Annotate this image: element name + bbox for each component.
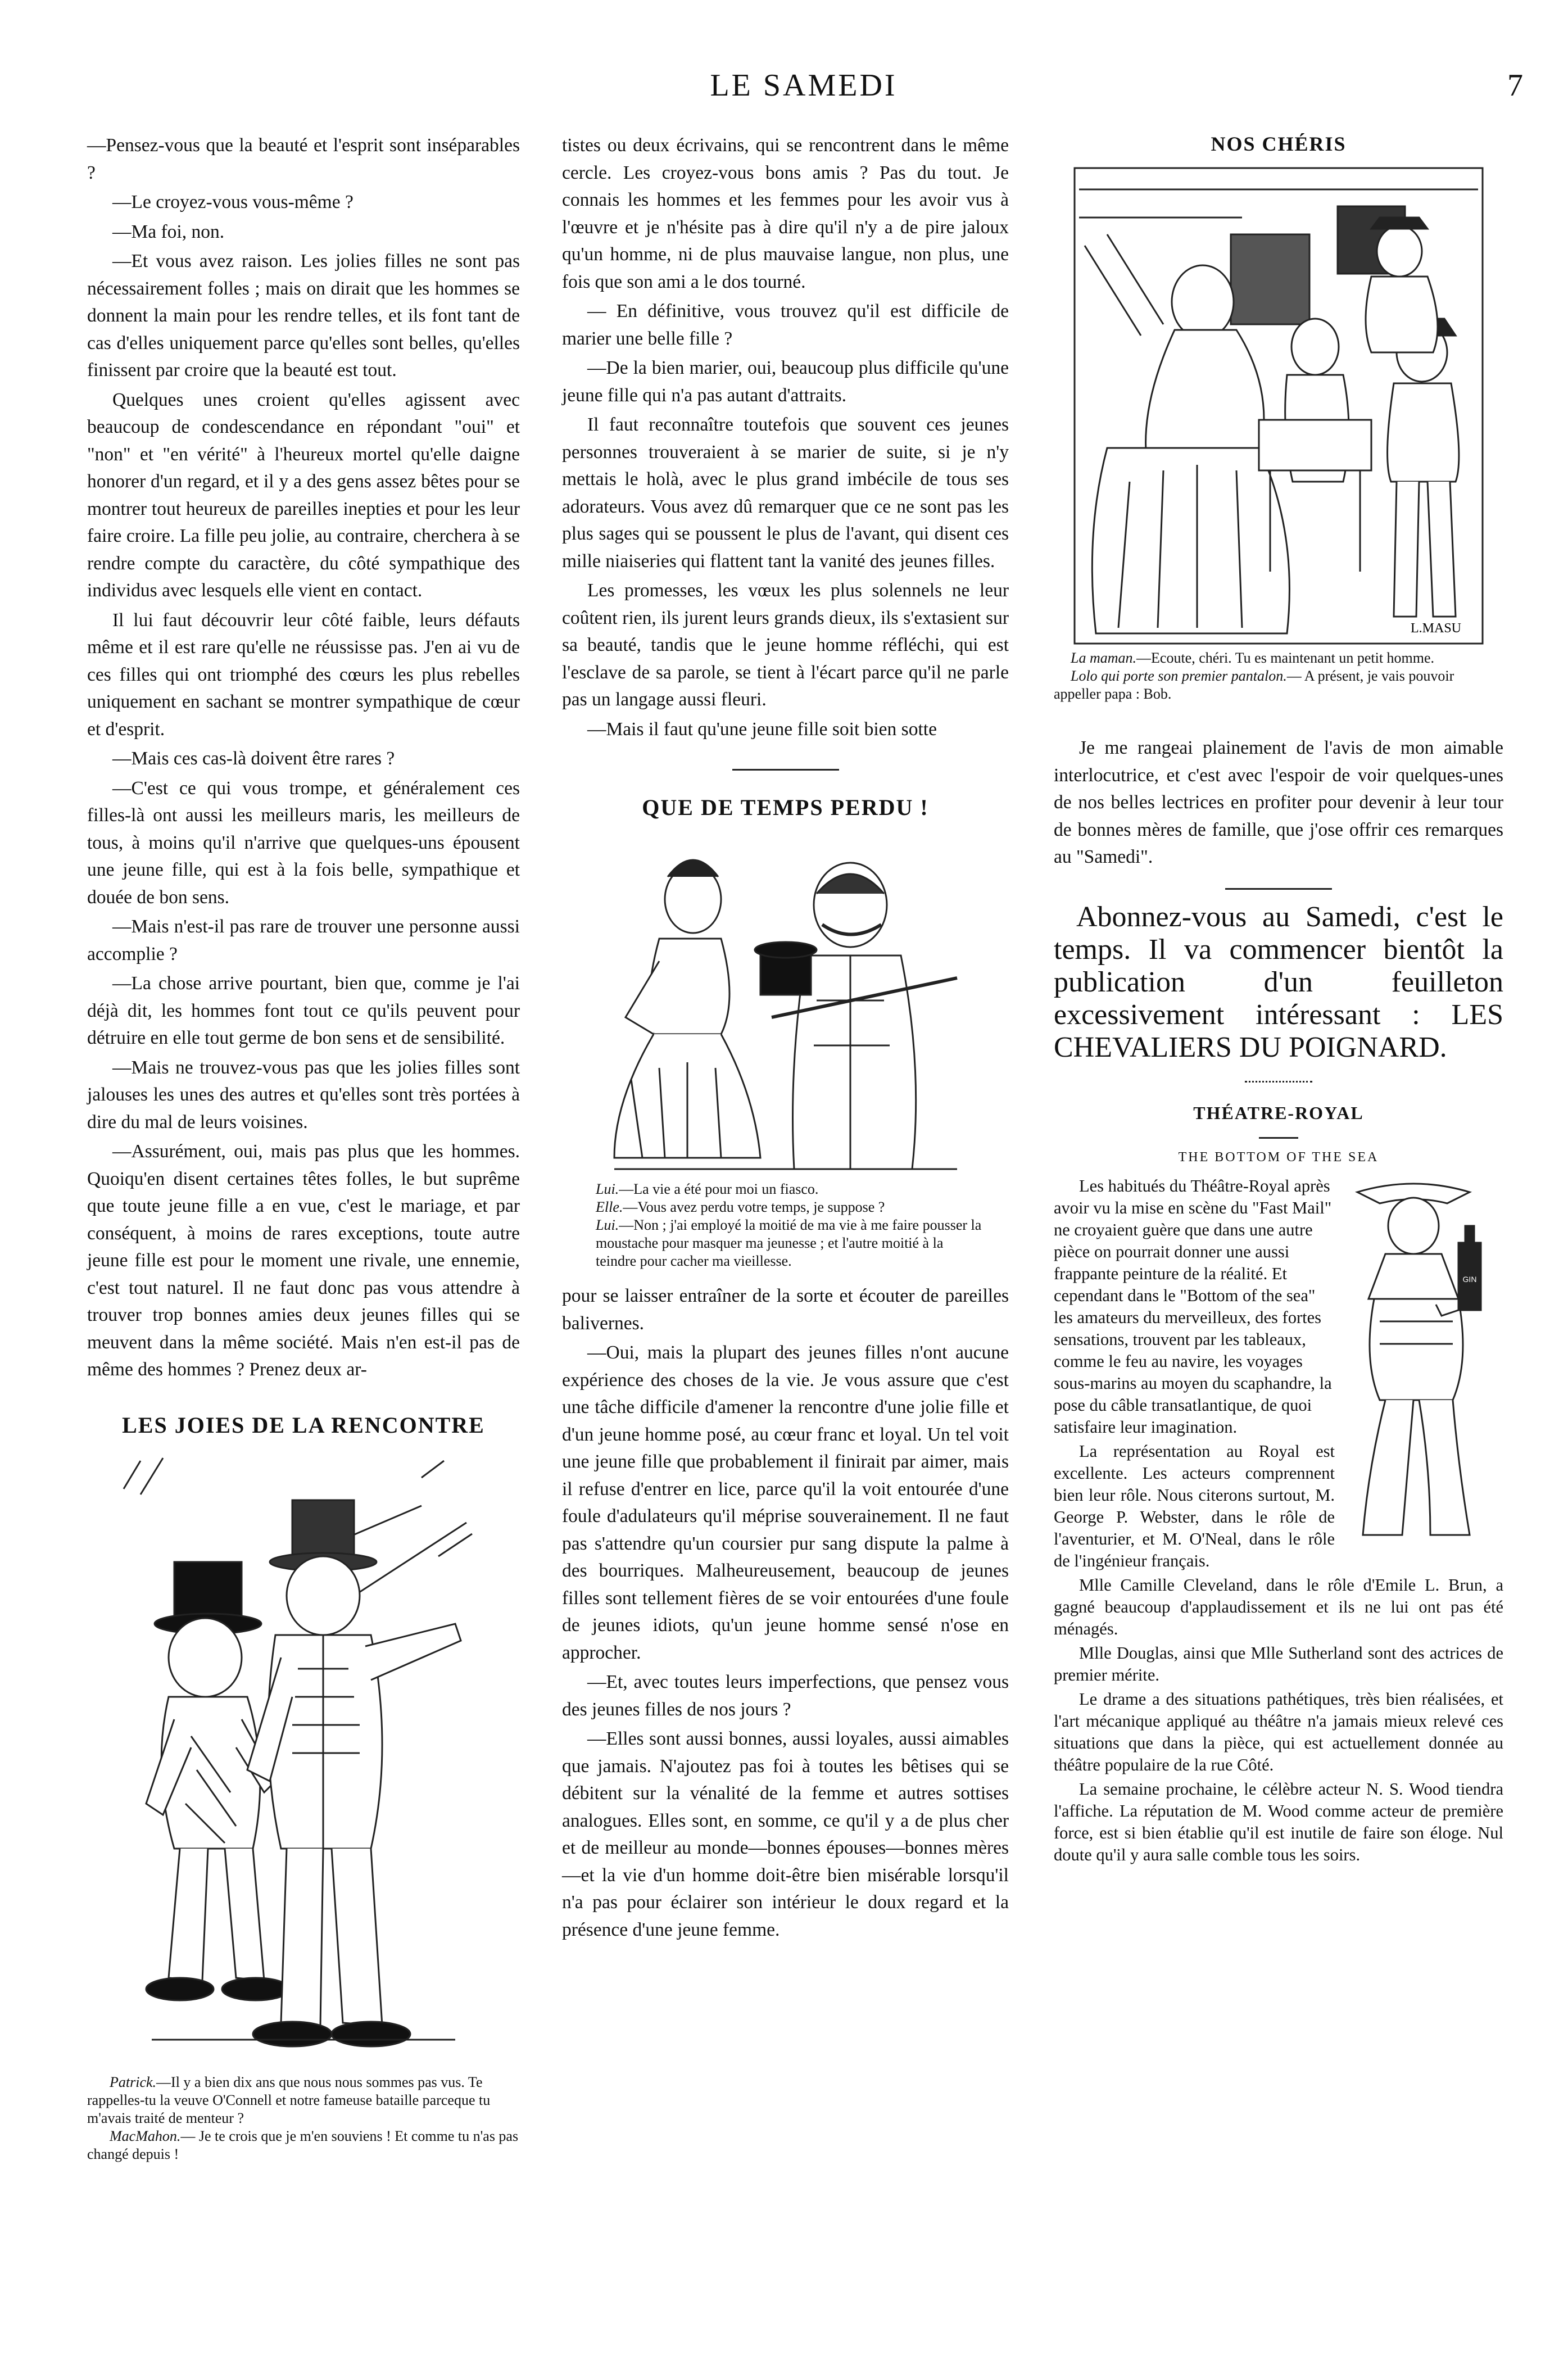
- section-title-rencontre: LES JOIES DE LA RENCONTRE: [122, 1412, 485, 1438]
- article-paragraph: Le drame a des situations pathétiques, très bien réalisées, et l'art mécanique appliqué au théâtre n'a jamais mieux relevé ces situations que dans la pièce, qui est actuellement donnée au théâtre populaire de la rue Côté.: [1054, 1689, 1503, 1774]
- article-paragraph: —Elles sont aussi bonnes, aussi loyales, aussi aimables que jamais. N'ajoutez pas foi à toutes les bêtises qui se débitent sur la vénalité de la femme et autres sottises analogues. Elles sont, en somme, ce qu'il y a de plus cher et de meilleur au monde—bonnes épouses—bonnes mères—et la vie d'un homme doit-être bien misérable lorsqu'il n'a pas pour éclairer son intérieur le doux regard et la présence d'une jeune femme.: [562, 1728, 1009, 1940]
- article-paragraph: —Et vous avez raison. Les jolies filles ne sont pas nécessairement folles ; mais on dirait que les hommes se donnent la main pour les rendre telles, et ils font tant de cas d'elles uniquement parce qu'elles sont belles, qu'elles finissent par croire que la beauté est tout.: [87, 251, 520, 381]
- article-paragraph: pour se laisser entraîner de la sorte et écouter de pareilles balivernes.: [562, 1285, 1009, 1334]
- section-title-theatre: THÉATRE-ROYAL: [1193, 1102, 1364, 1123]
- article-paragraph: —Et, avec toutes leurs imperfections, que pensez vous des jeunes filles de nos jours ?: [562, 1672, 1009, 1720]
- column-3: [1054, 132, 1503, 1868]
- column-2: [562, 132, 1009, 1946]
- article-paragraph: —Pensez-vous que la beauté et l'esprit sont inséparables ?: [87, 135, 520, 183]
- article-paragraph: La semaine prochaine, le célèbre acteur N. S. Wood tiendra l'affiche. La réputation de M. Wood comme acteur de première force, est si bien établie qu'il est inutile de faire son éloge. Nul doute qu'il y aura salle comble tous les soirs.: [1054, 1779, 1503, 1864]
- illus-signature: L.MASU: [1410, 621, 1461, 636]
- theatre-review: [1054, 1175, 1503, 1866]
- article-paragraph: —Assurément, oui, mais pas plus que les hommes. Quoiqu'en disent certaines têtes folles, le but suprême que toute jeune fille a en vue, c'est le mariage, et par conséquent, à moins de rares exceptions, toute autre jeune fille est pour le moment une rivale, une ennemie, c'est tout naturel. Il ne faut donc pas vous attendre à trouver trop bonnes amies deux jeunes filles qui se meuvent dans la même société. Mais n'en est-il pas de même des hommes ? Prenez deux ar-: [87, 1141, 520, 1380]
- caption-line: La maman.—Ecoute, chéri. Tu es maintenant un petit homme.: [1071, 650, 1435, 666]
- illustration-rencontre: [107, 1455, 500, 2068]
- section-title-temps-perdu: QUE DE TEMPS PERDU !: [642, 795, 929, 820]
- newspaper-title: LE SAMEDI: [710, 68, 898, 103]
- article-paragraph: Mlle Camille Cleveland, dans le rôle d'Emile L. Brun, a gagné beaucoup d'applaudissement et ils ne lui ont pas été ménagés.: [1054, 1575, 1503, 1638]
- article-paragraph: Je me rangeai plainement de l'avis de mon aimable interlocutrice, et c'est avec l'espoir de voir quelques-unes de nos belles lectrices en profiter pour devenir à leur tour de bonnes mères de famille, que j'ose offrir ces remarques au "Samedi".: [1054, 737, 1503, 867]
- article-paragraph: —C'est ce qui vous trompe, et généralement ces filles-là ont aussi les meilleurs maris, les meilleurs de tous, à moins qu'il n'arrive que quelques-uns épousent une jeune fille, qui est à la fois belle, sympathique et douée de bon sens.: [87, 777, 520, 908]
- caption-line: Patrick.—Il y a bien dix ans que nous nous sommes pas vus. Te rappelles-tu la veuve O'Connell et notre fameuse bataille parceque tu m'avais traité de menteur ?: [87, 2073, 491, 2126]
- article-paragraph: Il lui faut découvrir leur côté faible, leurs défauts même et il est rare qu'elle ne réussisse pas. J'en ai vu de ces filles qui ont triomphé des cœurs les plus rebelles uniquement en sachant se montrer sympathique de cœur et d'esprit.: [87, 609, 520, 740]
- caption-line: MacMahon.— Je te crois que je m'en souviens ! Et comme tu n'as pas changé depuis !: [87, 2127, 519, 2162]
- caption-line: Lolo qui porte son premier pantalon.— A présent, je vais pouvoir appeller papa : Bob.: [1054, 668, 1454, 702]
- article-paragraph: —Mais il faut qu'une jeune fille soit bien sotte: [587, 718, 937, 740]
- illustration-nos-cheris: [1073, 167, 1484, 645]
- article-paragraph: —Oui, mais la plupart des jeunes filles n'ont aucune expérience des choses de la vie. Je vous assure que c'est une tâche difficile d'amener la rencontre d'une jolie fille et d'un jeune homme posé, au cœur franc et loyal. Un tel voit une jeune fille que probablement il finirait par aimer, mais il refuse d'entrer en lice, parce qu'il la voit entourée d'une foule d'adulateurs qu'il méprise souverainement. Il ne faut pas s'attendre qu'un coursier pur sang dispute la palme à des bourriques. Malheureusement, beaucoup de jeunes filles sont tellement fières de se voir entourées d'une foule de jeunes idiots, qu'un jeune homme sensé n'ose en approcher.: [562, 1342, 1009, 1663]
- article-paragraph: Il faut reconnaître toutefois que souvent ces jeunes personnes trouveraient à se marier de suite, si je n'y mettais le holà, avec le plus grand imbécile de tous ses adorateurs. Vous avez dû remarquer que ce ne sont pas les plus sages qui se poussent le plus de l'avant, qui disent ces mille niaiseries qui flattent tant la vanité des jeunes filles.: [562, 414, 1009, 572]
- section-title-nos-cheris: NOS CHÉRIS: [1211, 133, 1347, 155]
- article-paragraph: —Le croyez-vous vous-même ?: [112, 192, 354, 212]
- article-paragraph: Quelques unes croient qu'elles agissent avec beaucoup de condescendance en répondant "oui" et "non" et "en vérité" à l'heureux mortel qu'elle daigne honorer d'un regard, et il y a des gens assez bêtes pour se montrer tout heureux de pareilles inepties et pour les leur faire croire. La fille peu jolie, au contraire, cherchera à se rendre compte du caractère, du côté sympathique des individus avec lesquels elle vient en contact.: [87, 389, 520, 601]
- article-paragraph: —La chose arrive pourtant, bien que, comme je l'ai déjà dit, les hommes font tout ce qu'ils peuvent pour détruire en elle tout germe de bon sens et de sensibilité.: [87, 973, 520, 1048]
- caption-line: Elle.—Vous avez perdu votre temps, je suppose ?: [596, 1199, 885, 1215]
- article-paragraph: —Mais n'est-il pas rare de trouver une personne aussi accomplie ?: [87, 916, 520, 964]
- article-paragraph: Les habitués du Théâtre-Royal après avoir vu la mise en scène du "Fast Mail" ne croyaient guère que dans une autre pièce on pourrait donner une aussi frappante peinture de la réalité. Et cependant dans le "Bottom of the sea" les amateurs du merveilleux, des fortes sensations, trouvent par les tableaux, comme le feu au navire, les voyages sous-marins au moyen du scaphandre, la pose du câble transatlantique, de quoi satisfaire leur imagination.: [1054, 1176, 1332, 1437]
- column-1: [87, 132, 520, 2163]
- caption-line: Lui.—Non ; j'ai employé la moitié de ma vie à me faire pousser la moustache pour masquer ma jeunesse ; et l'autre moitié à la teindre pour cacher ma vieillesse.: [596, 1217, 982, 1269]
- illustration-temps-perdu: [592, 832, 980, 1180]
- article-paragraph: —Mais ces cas-là doivent être rares ?: [112, 748, 395, 769]
- page-header: [84, 67, 1523, 112]
- article-paragraph: — En définitive, vous trouvez qu'il est difficile de marier une belle fille ?: [562, 301, 1009, 349]
- subscription-promo: Abonnez-vous au Samedi, c'est le temps. Il va commencer bientôt la publication d'un feuilleton excessivement intéressant : LES CHEVALIERS DU POIGNARD.: [1054, 900, 1503, 1063]
- article-paragraph: —Ma foi, non.: [112, 221, 225, 242]
- article-paragraph: —Mais ne trouvez-vous pas que les jolies filles sont jalouses les unes des autres et qu'elles sont très portées à dire du mal de leurs voisines.: [87, 1057, 520, 1133]
- article-paragraph: Mlle Douglas, ainsi que Mlle Sutherland sont des actrices de premier mérite.: [1054, 1643, 1503, 1684]
- illustration-sailor: [1346, 1175, 1503, 1546]
- article-paragraph: Les promesses, les vœux les plus solennels ne leur coûtent rien, ils jurent leurs grands dieux, ils s'extasient sur sa beauté, tandis que le jeune homme réfléchi, qui est l'esclave de sa parole, se tient à l'écart parce qu'il ne parle pas un langage aussi fleuri.: [562, 580, 1009, 710]
- article-paragraph: —De la bien marier, oui, beaucoup plus difficile qu'une jeune fille qui n'a pas autant d'attraits.: [562, 357, 1009, 406]
- play-title: THE BOTTOM OF THE SEA: [1178, 1149, 1379, 1165]
- caption-line: Lui.—La vie a été pour moi un fiasco.: [596, 1181, 819, 1197]
- article-paragraph: La représentation au Royal est excellente. Les acteurs comprennent bien leur rôle. Nous citerons surtout, M. George P. Webster, dans le rôle de l'aventurier, et M. O'Neal, dans le rôle de l'ingénieur français.: [1054, 1441, 1335, 1570]
- page-number: 7: [1507, 68, 1523, 103]
- article-paragraph: tistes ou deux écrivains, qui se rencontrent dans le même cercle. Les croyez-vous bons amis ? Pas du tout. Je connais les hommes et les femmes pour les avoir vus à l'œuvre et je n'hésite pas à dire qu'il n'y a de pire jaloux qu'un homme, ni de plus mauvaise langue, non plus, une fois que son ami a le dos tourné.: [562, 135, 1009, 292]
- bottle-label: GIN: [1462, 1274, 1477, 1284]
